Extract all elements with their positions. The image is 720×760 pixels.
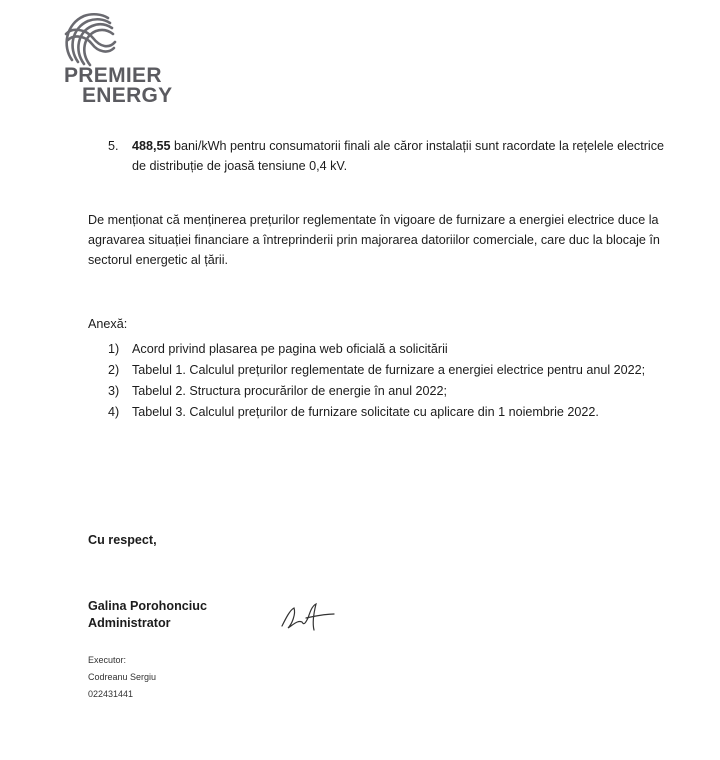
annex-list: [108, 342, 668, 426]
closing-salutation: Cu respect,: [88, 533, 157, 547]
executor-phone: 022431441: [88, 689, 134, 699]
executor-name: Codreanu Sergiu: [88, 672, 157, 682]
annex-item-text: Tabelul 1. Calculul prețurilor reglementate de furnizare a energiei electrice pentru anul 2022;: [132, 363, 646, 377]
signer-block: [88, 598, 207, 632]
annex-item-number: 4): [108, 405, 120, 419]
brand-wordmark: [64, 66, 173, 106]
annex-item-number: 1): [108, 342, 120, 356]
annex-item: [108, 405, 668, 420]
company-logo: [52, 10, 202, 110]
brand-line-1: PREMIER: [64, 64, 162, 87]
annex-item-number: 2): [108, 363, 120, 377]
item-number: 5.: [108, 139, 119, 153]
annex-item-text: Acord privind plasarea pe pagina web oficială a solicitării: [132, 342, 448, 356]
tariff-value: 488,55: [132, 139, 171, 153]
annex-item-text: Tabelul 2. Structura procurărilor de energie în anul 2022;: [132, 384, 448, 398]
executor-block: [88, 652, 156, 703]
signer-name: Galina Porohonciuc: [88, 599, 207, 613]
executor-label: Executor:: [88, 655, 127, 665]
annex-item-number: 3): [108, 384, 120, 398]
handwritten-signature-icon: [276, 600, 340, 636]
brand-line-2: ENERGY: [82, 84, 173, 107]
signer-title: Administrator: [88, 616, 171, 630]
annex-item: [108, 384, 668, 399]
premier-energy-swirl-icon: [58, 10, 120, 72]
tariff-item-5: [108, 136, 668, 176]
body-paragraph: De menționat că menținerea prețurilor reglementate în vigoare de furnizare a energiei electrice duce la agravarea situației financiare a întreprinderii prin majorarea datoriilor comerciale, care duc la blocaje în sectorul energetic al țării.: [88, 213, 660, 267]
annex-item: [108, 363, 668, 378]
annex-item: [108, 342, 668, 357]
annex-title: Anexă:: [88, 317, 128, 331]
item-text: [132, 136, 668, 176]
tariff-description: bani/kWh pentru consumatorii finali ale căror instalații sunt racordate la rețelele electrice de distribuție de joasă tensiune 0,4 kV.: [132, 139, 665, 173]
annex-item-text: Tabelul 3. Calculul prețurilor de furnizare solicitate cu aplicare din 1 noiembrie 2022.: [132, 405, 599, 419]
